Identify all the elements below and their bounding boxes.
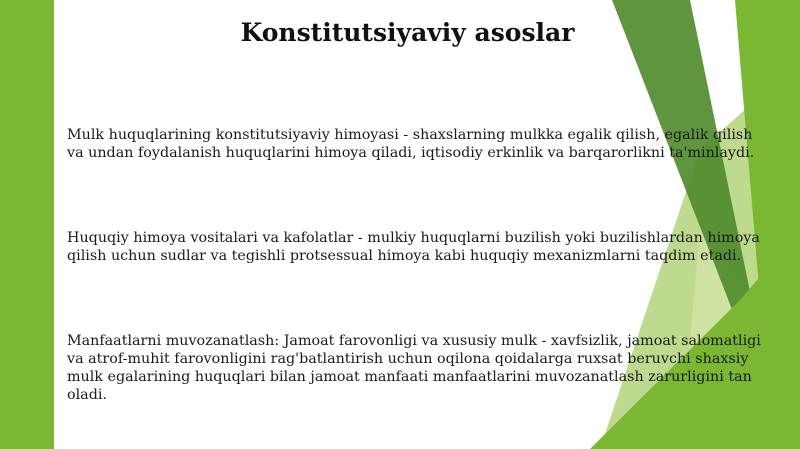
slide-title: Konstitutsiyaviy asoslar — [240, 18, 575, 47]
paragraph-constitutional-protection: Mulk huquqlarining konstitutsiyaviy himoyasi - shaxslarning mulkka egalik qilish, egalik qilish va undan foydalanish huquqlarini himoya qiladi, iqtisodiy erkinlik va barqarorlikni ta'minlaydi. — [67, 127, 755, 161]
paragraph-legal-remedies: Huquqiy himoya vositalari va kafolatlar - mulkiy huquqlarni buzilish yoki buzilishlardan himoya qilish uchun sudlar va tegishli protsessual himoya kabi huquqiy mexanizmlarni taqdim etadi. — [67, 230, 760, 264]
left-green-bar — [0, 0, 54, 449]
paragraph-balancing-interests: Manfaatlarni muvozanatlash: Jamoat farovonligi va xususiy mulk - xavfsizlik, jamoat salomatligi va atrof-muhit farovonligini rag'batlantirish uchun oqilona qoidalarga ruxsat beruvchi shaxsiy mulk egalarining huquqlari bilan jamoat manfaati manfaatlarini muvozanatlash zarurligini tan oladi. — [67, 333, 761, 403]
